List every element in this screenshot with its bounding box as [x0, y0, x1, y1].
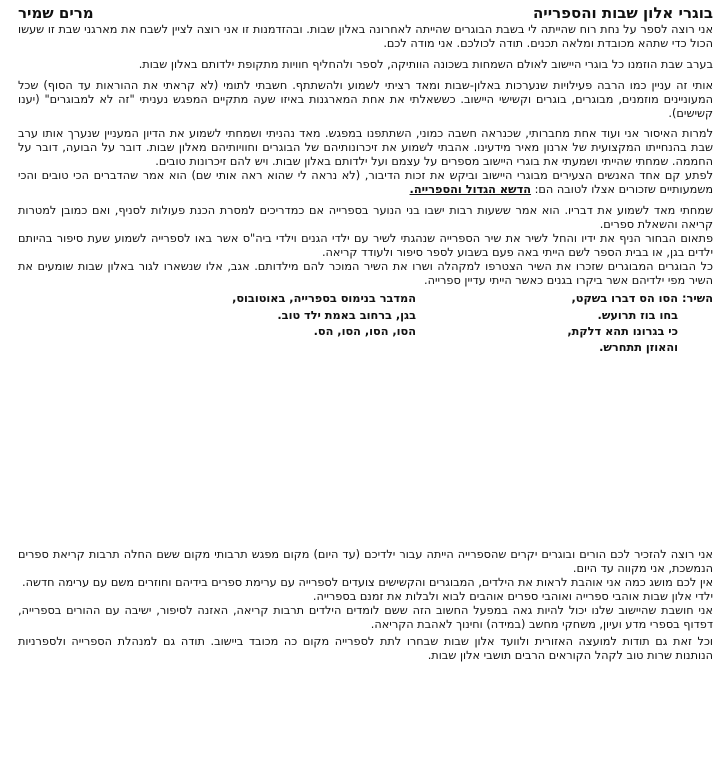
paragraph-choir: כל הבוגרים המבוגרים שזכרו את השיר הצטרפו למקהלה ושרו את השיר המוכר להם מילדותם. אגב, אלו שנשארו לגור באלון שבות שומעים את השיר מפי ילדיהם אשר ביקרו בגנים כאשר הייתי עדיין ספרייה. — [18, 259, 713, 287]
paragraph-intro: אני רוצה לספר על נחת רוח שהייתה לי בשבת הבוגרים שהייתה לאחרונה באלון שבות. ובהזדמנות זו אני רוצה לציין לשבח את מארגני שבת זו שעשו הכול כדי שתהא מכובדת ומלאה תכנים. תודה לכולכם. אני מודה לכם. — [18, 23, 713, 50]
poem-label: השיר: — [682, 292, 713, 306]
poem — [18, 291, 713, 356]
paragraph-friday-evening: בערב שבת הוזמנו כל בוגרי היישוב לאולם השמחות בשכונה הוותיקה, לספר ולהחליף חוויות מתקופת ילדותם באלון שבות. — [138, 57, 713, 71]
poem-line: והאוזן תתחרש. — [599, 341, 678, 355]
poem-line: בחו בוז תרועש. — [597, 308, 678, 322]
poem-line: הסו הס דברו בשקט, — [571, 292, 678, 306]
poem-column-2 — [18, 291, 416, 356]
author-name: מרים שמיר — [18, 4, 94, 22]
document-page — [18, 4, 713, 760]
paragraph-thanks: וכל זאת גם תודות למועצה האזורית ולוועד אלון שבות שבחרו לתת לספרייה מקום כה מכובד ביישוב. תודה גם למנהלת הספרייה ולספרניות הנותנות שרות טוב לקהל הקוראים הרבים תושבי אלון שבות. — [18, 635, 713, 663]
poem-line: הסו, הסו, הסו, הס. — [313, 325, 416, 338]
poem-line: כי בגרונו תהא דלקת, — [567, 325, 678, 338]
header — [18, 4, 713, 23]
paragraph-song-start: פתאום הבחור הניף את ידיו והחל לשיר את שיר הספרייה שנהגתי לשיר עם ילדי הגנים וילדי ביה"ס אשר באו לספרייה לשמוע שעת סיפור בהיותם ילדים בגן, או בבית הספר לשם הייתי באה פעם בשבוע לספר סיפור ולעודד קריאה. — [18, 231, 713, 259]
paragraph-children: ילדי אלון שבות אוהבי ספרייה ואוהבי ספרים אוהבים לבוא ולבלות את זמנם בספרייה. — [312, 589, 713, 603]
paragraph-reminder: אני רוצה להזכיר לכם הורים ובוגרים יקרים שהספרייה הייתה עבור ילדיכם (עד היום) מקום מפגש תרבותי מקום ששם החלה תרבות קריאת ספרים הנמשכת, אני מקווה עד היום. — [18, 548, 713, 575]
paragraph-happy: שמחתי מאד לשמוע את דבריו. הוא אמר ששעות רבות ישבו בני הנוער בספרייה אם כמדריכים למסרת הכנת פעולות לסניף, ואם כמובן למטרות קריאה והשאלת ספרים. — [18, 203, 713, 231]
poem-line: המדבר בנימוס בספרייה, באוטובוס, — [232, 292, 416, 306]
paragraph-participation: למרות האיסור אני ועוד אחת מחברותי, שכנראה חשבה כמוני, השתתפנו במפגש. מאד נהניתי ושמחתי לשמוע את הדיון המעניין שנערך אותו ערב שבת בהנחייתו המקצועית של ארנון מאיר מידעינו. אהבתי לשמוע את זיכרונותיהם של הבוגרים וחוויותיהם מאלון שבות. דובר על הבועה, דובר על החממה. שמחתי שהייתי ושמעתי את בוגרי היישוב מספרים על עצמם ועל ילדותם באלון שבות. ויש להם זיכרונות טובים. — [18, 127, 713, 169]
highlight-text: הדשא הגדול והספרייה. — [409, 183, 532, 197]
poem-line: בגן, ברחוב באמת ילד טוב. — [277, 308, 416, 322]
page-title: בוגרי אלון שבות והספרייה — [532, 4, 713, 22]
poem-column-1 — [416, 291, 678, 356]
closing-section — [18, 548, 713, 663]
paragraph-young-man — [18, 169, 713, 197]
paragraph-proud: אני חושבת שהיישוב שלנו יכול להיות גאה במפעל החשוב הזה ששם לומדים הילדים תרבות קריאה, האזנה לסיפור, ישיבה עם ההורים בספרייה, דפדוף בספרי מדע ועיון, משחקי מחשב (במידה) וחינוך לאהבת הקריאה. — [18, 603, 713, 631]
paragraph-young-man-text: לפתע קם אחד האנשים הצעירים מבוגרי היישוב וביקש את זכות הדיבור, (לא נראה לי שהוא ראה אותי שם) הוא אמר שהדברים הכי טובים והכי משמעותיים שזכורים אצלו לטובה הם: — [18, 169, 713, 197]
paragraph-interest: אותי זה עניין כמו הרבה פעילויות שנערכות באלון-שבות ומאד רציתי לשמוע ולהשתתף. חשבתי לתומי (לא קראתי את ההוראות עד הסוף) שכל המעוניינים מוזמנים, מבוגרים, בוגרים וקשישי היישוב. כששאלתי את אחת המארגנות באיזו שעה מתקיים המפגש נעניתי "זה לא למבוגרים" (יענו קשישים). — [18, 78, 713, 120]
paragraph-no-idea: אין לכם מושג כמה אני אוהבת לראות את הילדים, המבוגרים והקשישים צועדים לספרייה עם ערימת ספרים בידיהם וחוזרים משם עם ערימה חדשה. — [22, 575, 713, 589]
